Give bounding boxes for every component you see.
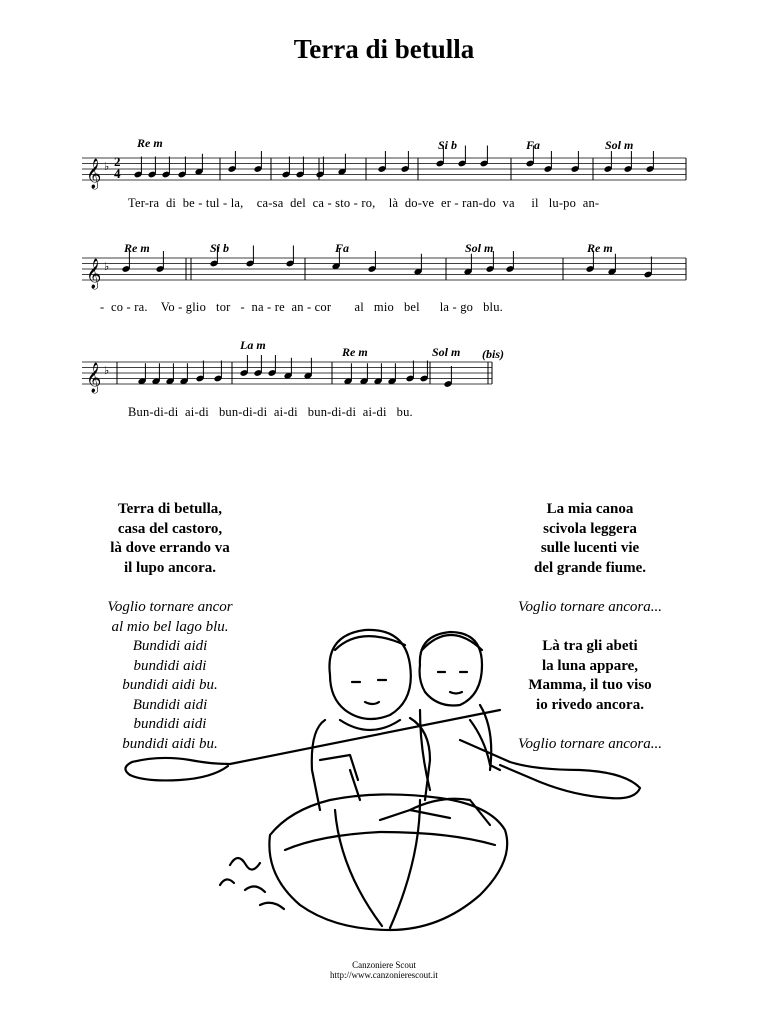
chord-label: La m: [240, 338, 266, 352]
footer-url[interactable]: http://www.canzonierescout.it: [330, 970, 438, 980]
verse-line: Là tra gli abeti: [542, 638, 638, 654]
time-sig-bottom: 4: [114, 166, 121, 181]
lyrics-line-3: Bun-di-di ai-di bun-di-di ai-di bun-di-di ai-di bu.: [128, 405, 413, 419]
verse-line: Bundidi aidi: [132, 696, 208, 713]
verse-line: bundidi aidi bu.: [122, 677, 218, 693]
flat-icon: ♭: [104, 364, 110, 377]
verse-line: bundidi aidi: [133, 716, 207, 732]
chord-label: Re m: [124, 241, 150, 255]
verse-line: Voglio tornare ancor: [107, 599, 233, 615]
footer-site-name: Canzoniere Scout: [352, 960, 416, 970]
verse-right-1: [490, 500, 690, 578]
chord-label: Fa: [335, 241, 350, 255]
flat-icon: ♭: [104, 160, 110, 173]
treble-clef-icon: 𝄞: [86, 363, 102, 393]
footer: [0, 960, 768, 980]
canoe-hull: [269, 794, 507, 930]
verse-line: Mamma, il tuo viso: [528, 677, 652, 693]
chord-label: Si b: [210, 241, 230, 255]
chord-label: Si b: [438, 138, 458, 152]
chord-label: Re m: [342, 345, 368, 359]
lyrics-line-1: Ter-ra di be - tul - la, ca-sa del ca - sto - ro, là do-ve er - ran-do va il lu-po an-: [128, 196, 600, 210]
verse-line: là dove errando va: [110, 540, 230, 556]
verse-line: del grande fiume.: [533, 559, 647, 576]
flat-icon: ♭: [104, 260, 110, 273]
chord-label: Sol m: [432, 345, 461, 359]
verse-line: scivola leggera: [543, 520, 637, 537]
chord-label: Sol m: [605, 138, 634, 152]
verse-left-1: [70, 500, 270, 578]
verse-line: io rivedo ancora.: [536, 696, 644, 713]
chord-label: Re m: [587, 241, 613, 255]
verse-line: Terra di betulla,: [117, 501, 223, 517]
chord-label: Fa: [526, 138, 541, 152]
verse-line: sulle lucenti vie: [540, 540, 640, 556]
treble-clef-icon: 𝄞: [86, 259, 102, 289]
verse-right-2: [490, 598, 690, 618]
chord-label: Sol m: [465, 241, 494, 255]
verse-line: bundidi aidi: [133, 657, 207, 674]
verse-line: Voglio tornare ancora...: [517, 736, 663, 752]
lyrics-line-2: - co - ra. Vo - glio tor - na - re an - cor al mio bel la - go blu.: [100, 300, 503, 314]
time-sig-top: 2: [114, 154, 121, 169]
canoe-boys-illustration: [120, 620, 660, 950]
treble-clef-icon: 𝄞: [86, 159, 102, 189]
verse-line: casa del castoro,: [117, 520, 223, 537]
paddle-right: [460, 740, 640, 798]
chord-label: Re m: [137, 136, 163, 150]
verse-line: bundidi aidi bu.: [122, 735, 218, 752]
verse-line: il lupo ancora.: [123, 559, 217, 576]
verse-line: Voglio tornare ancora...: [517, 599, 663, 615]
verse-line: La mia canoa: [546, 501, 634, 517]
bis-label: (bis): [482, 347, 504, 361]
verse-line: Bundidi aidi: [132, 638, 208, 654]
verse-line: la luna appare,: [542, 657, 638, 674]
page-title: Terra di betulla: [293, 34, 475, 64]
sheet-music: [0, 0, 768, 430]
verse-line: al mio bel lago blu.: [111, 618, 229, 635]
